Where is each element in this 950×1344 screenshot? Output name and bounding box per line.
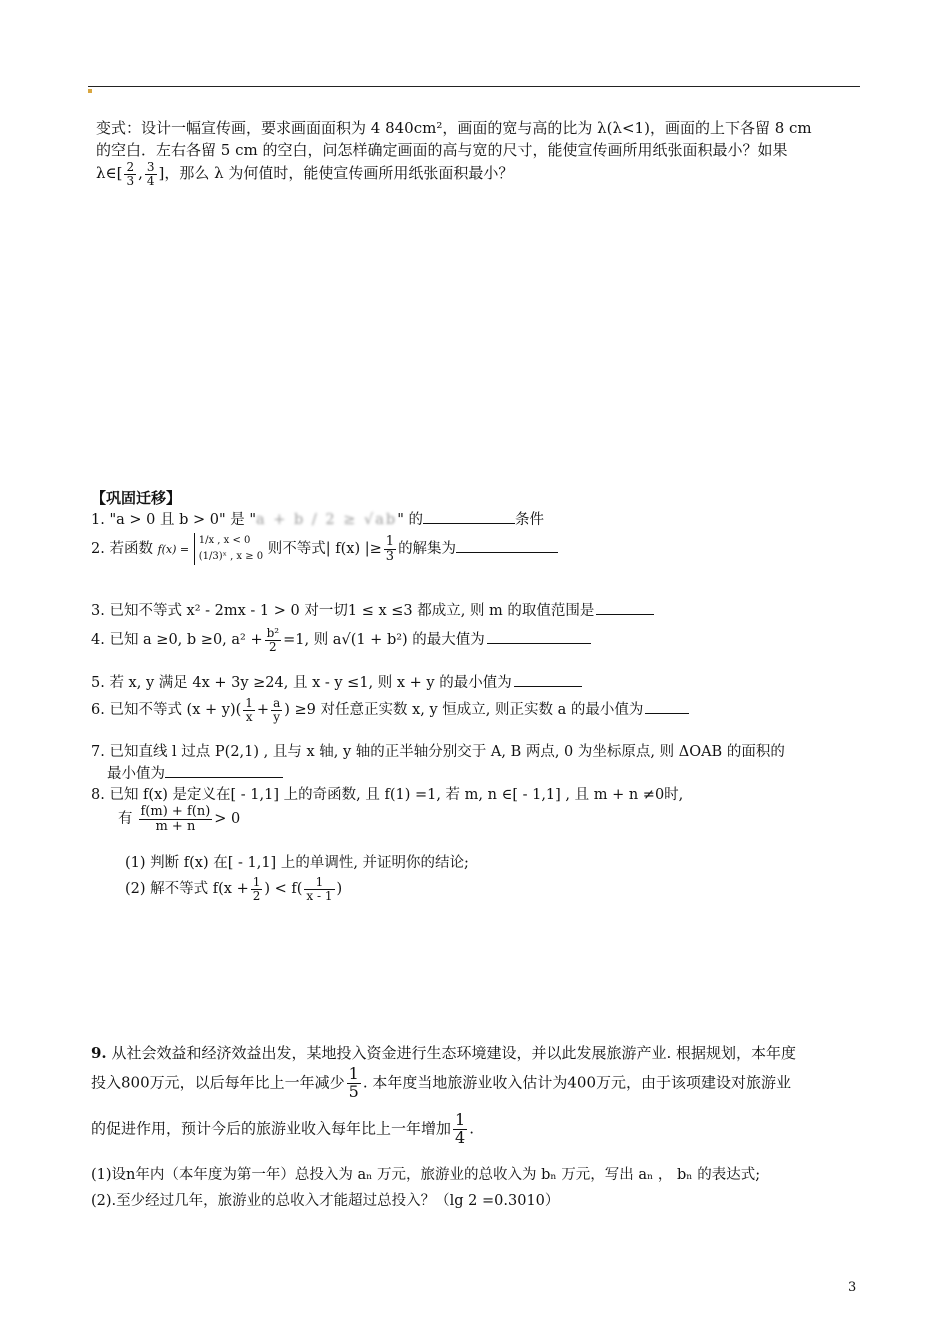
question-3: 3. 已知不等式 x² - 2mx - 1 > 0 对一切1 ≤ x ≤3 都成立, 则 m 的取值范围是 [91, 599, 654, 620]
question-9-part-2: (2).至少经过几年，旅游业的总收入才能超过总投入？（lg 2 =0.3010） [91, 1193, 560, 1209]
fraction-one-quarter: $\frac{1}{4}$ [455, 1110, 466, 1147]
variant-line-3: λ∈[ $\frac{2}{3}$ , $\frac{3}{4}$ ]，那么 λ 为何值时，能使宣传画所用纸张面积最小？ [96, 160, 514, 188]
fraction-one-third: $\frac{1}{3}$ [385, 533, 395, 564]
fraction-one-over-x-minus-1: $\frac{1}{x - 1}$ [306, 875, 333, 903]
question-6: 6. 已知不等式 (x + y)( $\frac{1}{x}$ + $\frac{a}{y}$ ) ≥9 对任意正实数 x, y 恒成立, 则正实数 a 的最小值为 [91, 697, 689, 723]
question-8-part-2: (2) 解不等式 f(x + $\frac{1}{2}$ ) < f( $\frac{1}{x - 1}$ ) [125, 875, 343, 903]
piecewise-cases: 1/x , x < 0 (1/3)ˣ , x ≥ 0 [194, 533, 263, 565]
question-9-line-3: 的促进作用，预计今后的旅游业收入每年比上一年增加 $\frac{1}{4}$ . [91, 1110, 474, 1147]
question-1: 1. "a > 0 且 b > 0" 是 "a + b / 2 ≥ √ab" 的 条件 [91, 508, 544, 529]
answer-blank-5[interactable] [514, 672, 582, 687]
question-7-line-2: 最小值为 [107, 762, 283, 783]
fraction-one-half: $\frac{1}{2}$ [252, 875, 261, 903]
fraction-two-thirds: $\frac{2}{3}$ [126, 160, 135, 188]
variant-line-1: 变式：设计一幅宣传画，要求画面面积为 4 840cm²，画面的宽与高的比为 λ(λ<1)，画面的上下各留 8 cm [96, 119, 812, 137]
question-4: 4. 已知 a ≥0, b ≥0, a² + $\frac{\text{b²}}{2}$ =1, 则 a√(1 + b²) 的最大值为 [91, 627, 591, 653]
question-5: 5. 若 x, y 满足 4x + 3y ≥24, 且 x - y ≤1, 则 x + y 的最小值为 [91, 671, 582, 692]
fraction-three-quarters: $\frac{3}{4}$ [146, 160, 155, 188]
question-9-line-1: 9. 从社会效益和经济效益出发，某地投入资金进行生态环境建设，并以此发展旅游产业. 根据规划，本年度 [91, 1044, 796, 1062]
answer-blank-2[interactable] [456, 538, 558, 553]
fraction-one-over-x: $\frac{1}{x}$ [245, 696, 253, 724]
fraction-one-fifth: $\frac{1}{5}$ [348, 1064, 359, 1101]
question-2: 2. 若函数 f(x) = 1/x , x < 0 (1/3)ˣ , x ≥ 0 则不等式| f(x) |≥ $\frac{1}{3}$ 的解集为 [91, 533, 558, 565]
blurred-formula: a + b / 2 ≥ √ab [256, 512, 398, 528]
variant-problem [96, 117, 812, 187]
question-8-part-1: (1) 判断 f(x) 在[ - 1,1] 上的单调性, 并证明你的结论; [125, 855, 469, 871]
answer-blank-4[interactable] [487, 629, 591, 644]
page-number: 3 [848, 1280, 857, 1295]
question-7-line-1: 7. 已知直线 l 过点 P(2,1) , 且与 x 轴, y 轴的正半轴分别交于 A, B 两点, 0 为坐标原点, 则 ΔOAB 的面积的 [91, 744, 785, 760]
answer-blank-1[interactable] [423, 509, 515, 524]
fraction-condition: $\frac{f(m) + f(n)}{m + n}$ [140, 804, 211, 834]
section-title: 【巩固迁移】 [91, 489, 182, 507]
answer-blank-6[interactable] [645, 699, 689, 714]
question-9-line-2: 投入800万元，以后每年比上一年减少 $\frac{1}{5}$ . 本年度当地旅游业收入估计为400万元，由于该项建设对旅游业 [91, 1064, 791, 1101]
fraction-a-over-y: $\frac{a}{y}$ [273, 696, 281, 724]
answer-blank-7[interactable] [165, 763, 283, 778]
variant-line-2: 的空白．左右各留 5 cm 的空白，问怎样确定画面的高与宽的尺寸，能使宣传画所用纸张面积最小？如果 [96, 141, 788, 159]
fraction-b-squared-half: $\frac{\text{b²}}{2}$ [266, 626, 280, 654]
question-9-part-1: (1)设n年内（本年度为第一年）总投入为 aₙ 万元，旅游业的总收入为 bₙ 万元，写出 aₙ ， bₙ 的表达式; [91, 1167, 761, 1183]
question-8-condition: 有 $\frac{f(m) + f(n)}{m + n}$ > 0 [118, 804, 241, 834]
header-rule [88, 86, 860, 87]
corner-mark [88, 89, 92, 93]
answer-blank-3[interactable] [596, 600, 654, 615]
question-8-line-1: 8. 已知 f(x) 是定义在[ - 1,1] 上的奇函数, 且 f(1) =1, 若 m, n ∈[ - 1,1] , 且 m + n ≠0时, [91, 787, 684, 803]
